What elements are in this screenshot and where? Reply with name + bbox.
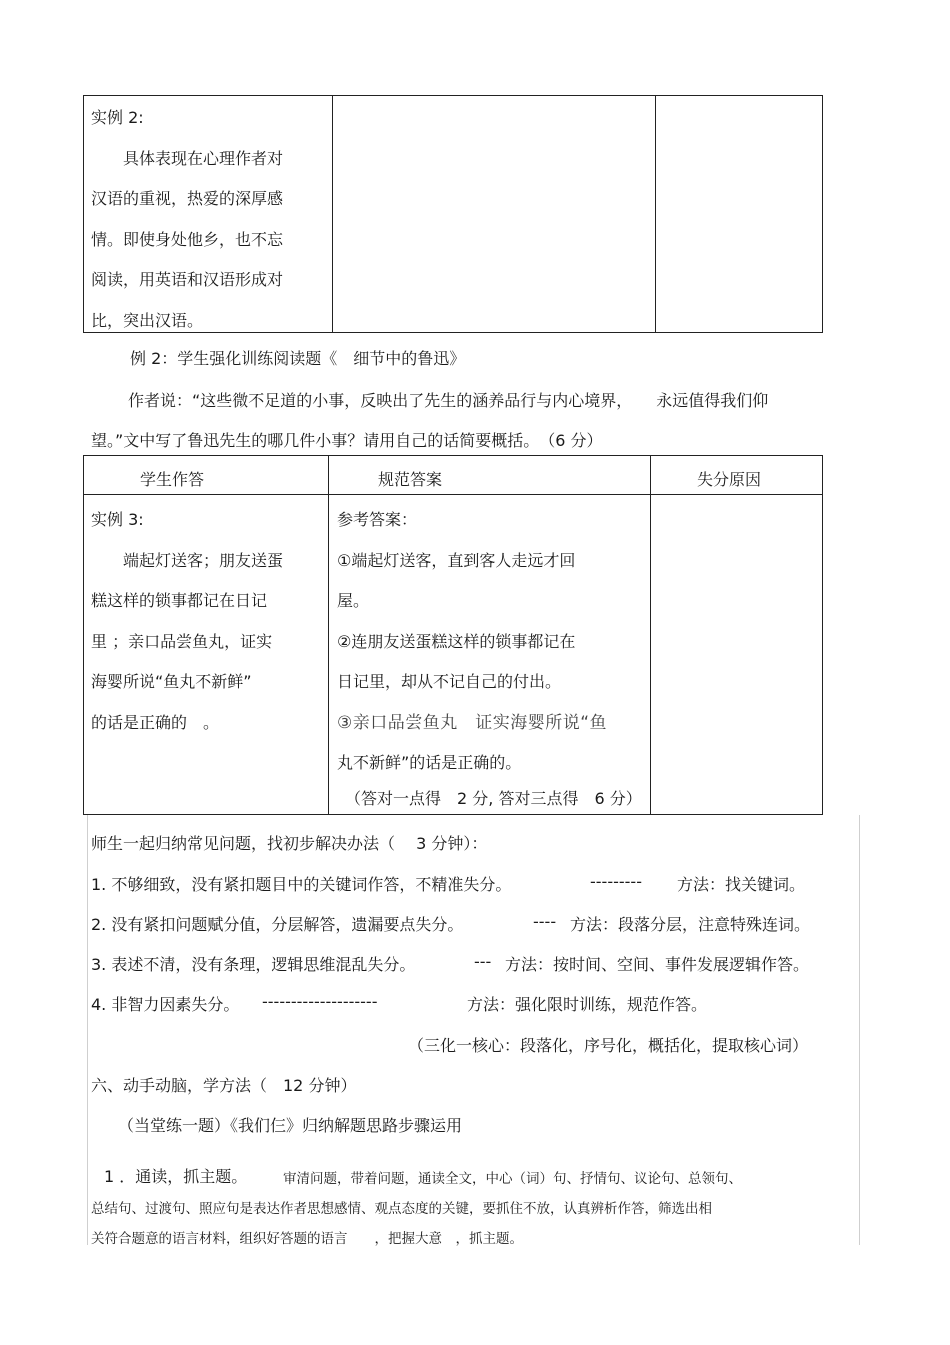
summary-box-right-edge [859,815,860,1245]
summary-item-2-problem: 2. 没有紧扣问题赋分值，分层解答，遗漏要点失分。 [91,915,464,934]
table2-header-reason: 失分原因 [697,470,762,489]
table2-answer-line: 丸不新鲜”的话是正确的。 [337,753,522,772]
table1-line: 阅读，用英语和汉语形成对 [91,270,284,289]
table1-top-border [83,95,823,96]
table2-student-line: 里 ；亲口品尝鱼丸，证实 [91,631,273,651]
table1-student-cell [91,98,283,341]
table2-score-note: （答对一点得 2 分, 答对三点得 6 分） [345,788,642,808]
summary-item-4-method: 方法：强化限时训练，规范作答。 [467,995,708,1014]
summary-item-1-dash: --------- [590,872,642,891]
table2-col-divider-1 [328,455,329,815]
table2-answer-line: 参考答案： [337,510,418,529]
table2-answer-line: ②连朋友送蛋糕这样的锁事都记在 [337,631,576,651]
table1-col-divider-1 [332,95,333,333]
table1-line: 比，突出汉语。 [91,310,204,330]
table1-line: 实例 2: [91,108,144,127]
table1-line: 具体表现在心理作者对 [91,148,284,168]
summary-item-1-problem: 1. 不够细致，没有紧扣题目中的关键词作答，不精准失分。 [91,875,512,894]
table2-header-border [83,494,823,495]
summary-intro: 师生一起归纳常见问题，找初步解决办法（ 3 分钟）： [91,834,488,853]
table2-student-line: 实例 3: [91,510,144,529]
section6-step1-line1: 审清问题，带着问题，通读全文，中心（词）句、抒情句、议论句、总领句、 [283,1171,742,1187]
table1-left-border [83,95,84,333]
table2-student-line: 糕这样的锁事都记在日记 [91,591,268,610]
table2-student-line: 的话是正确的 。 [91,712,220,732]
summary-item-2-method: 方法：段落分层，注意特殊连词。 [570,915,811,934]
example2-title: 例 2：学生强化训练阅读题《 细节中的鲁迅》 [130,349,466,368]
table2-answer-cell [337,500,642,814]
table2-col-divider-2 [650,455,651,815]
table1-right-border [822,95,823,333]
table2-answer-line: 日记里，却从不记自己的付出。 [337,672,562,691]
table1-col-divider-2 [655,95,656,333]
example2-question-line2: 望。”文中写了鲁迅先生的哪几件小事？请用自己的话简要概括。 （6 分） [91,431,603,450]
table2-answer-line: 屋。 [337,591,370,610]
section6-heading: 六、动手动脑，学方法（ 12 分钟） [91,1076,357,1095]
summary-item-4-dash: -------------------- [262,992,378,1011]
summary-item-3-problem: 3. 表述不清，没有条理，逻辑思维混乱失分。 [91,955,416,974]
table2-answer-line: ③亲口品尝鱼丸 证实海婴所说“鱼 [337,712,608,733]
summary-item-1-method: 方法：找关键词。 [677,875,806,894]
table2-header-student: 学生作答 [140,470,205,489]
example2-question-line1: 作者说：“这些微不足道的小事，反映出了先生的涵养品行与内心境界， 永远值得我们仰 [128,391,769,410]
summary-box-left-edge [87,815,88,1245]
section6-step1-line3: 关符合题意的语言材料，组织好答题的语言 ，把握大意 ，抓主题。 [91,1231,523,1247]
section6-step1-label: 1 ．通读，抓主题。 [104,1167,248,1186]
summary-core: （三化一核心：段落化，序号化，概括化，提取核心词） [408,1036,809,1055]
table2-student-line: 端起灯送客；朋友送蛋 [91,550,284,570]
table2-top-border [83,455,823,456]
section6-practice: （当堂练一题）《我们仨》归纳解题思路步骤运用 [118,1116,463,1135]
summary-item-3-dash: --- [474,952,492,971]
table2-answer-line: ①端起灯送客，直到客人走远才回 [337,550,576,570]
table1-line: 情。即使身处他乡，也不忘 [91,229,284,249]
table2-student-cell [91,500,283,743]
table2-bottom-border [83,814,823,815]
table2-header-answer: 规范答案 [378,470,443,489]
section6-step1-line2: 总结句、过渡句、照应句是表达作者思想感情、观点态度的关键，要抓住不放，认真辨析作答，筛选出相 [91,1201,712,1217]
table2-right-border [822,455,823,815]
table1-line: 汉语的重视，热爱的深厚感 [91,189,284,208]
table2-left-border [83,455,84,815]
table2-student-line: 海婴所说“鱼丸不新鲜” [91,672,252,691]
summary-item-4-problem: 4. 非智力因素失分。 [91,995,240,1014]
summary-item-2-dash: ---- [533,912,557,931]
summary-item-3-method: 方法：按时间、空间、事件发展逻辑作答。 [505,955,810,974]
